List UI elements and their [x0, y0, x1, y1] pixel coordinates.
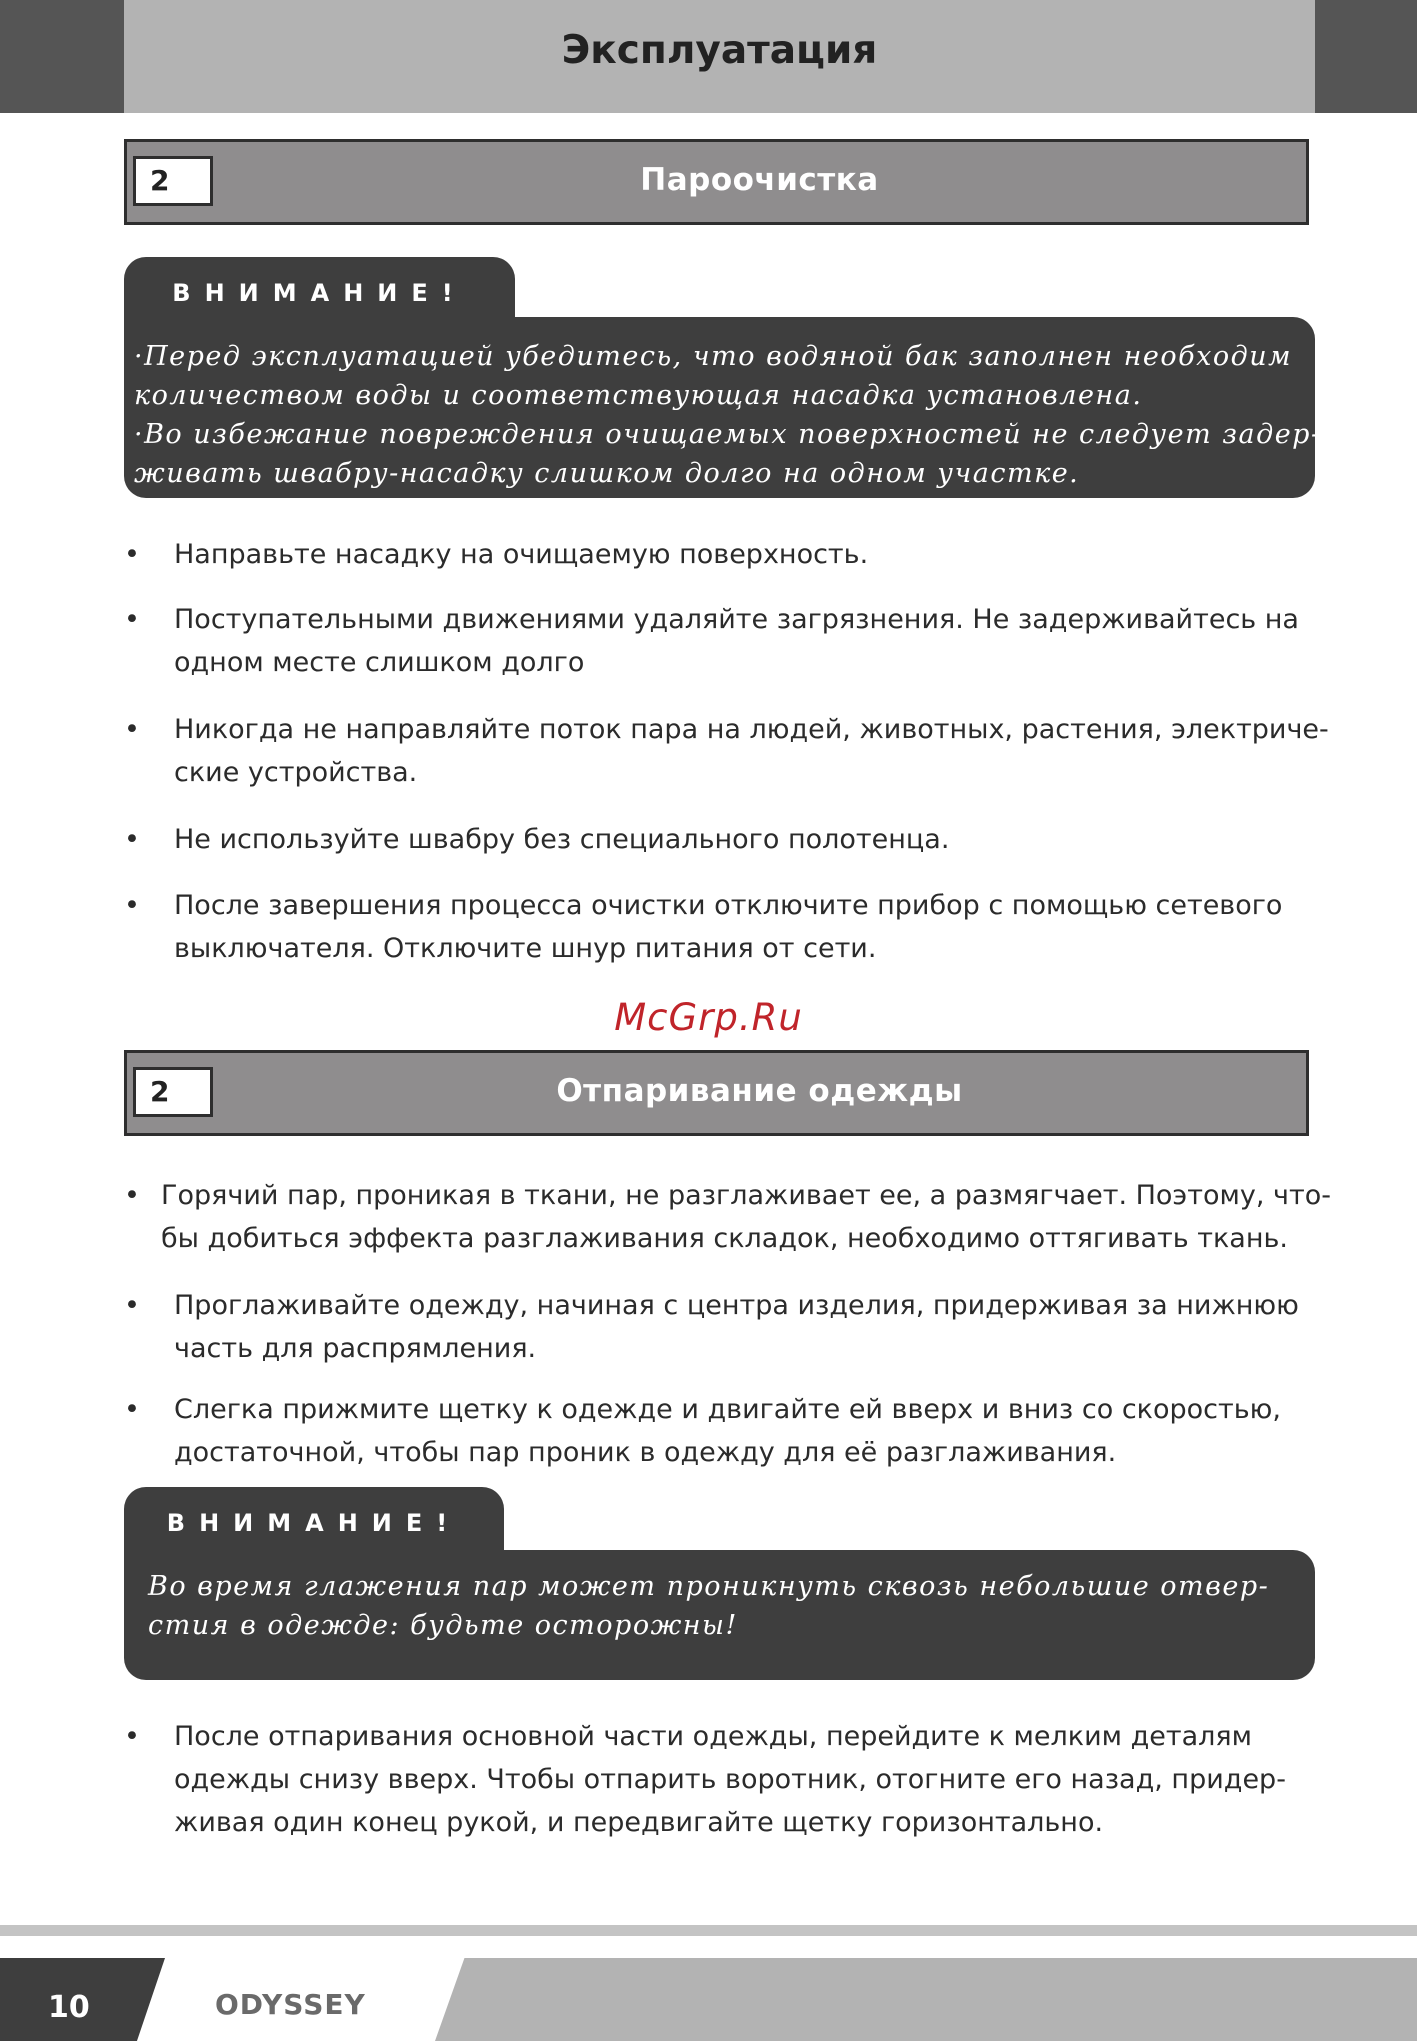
bullet-icon: • — [124, 539, 140, 570]
bullet-icon: • — [124, 604, 140, 635]
warning-text: Во время глажения пар может проникнуть сквозь небольшие отвер- стия в одежде: будьте осторожны! — [148, 1571, 1270, 1641]
brand-name: ODYSSEY — [215, 1988, 366, 2021]
warning-label: ВНИМАНИЕ! — [172, 279, 467, 307]
section-title: Пароочистка — [640, 162, 879, 198]
bullet-icon: • — [124, 1290, 140, 1321]
bullet-icon: • — [124, 1721, 140, 1752]
header-right-block — [1315, 0, 1417, 113]
watermark: McGrp.Ru — [614, 996, 803, 1039]
bullet-icon: • — [124, 1394, 140, 1425]
section-header-steam-cleaning — [124, 139, 1309, 225]
section-number: 2 — [133, 1067, 213, 1117]
section-title: Отпаривание одежды — [556, 1073, 963, 1109]
warning-tab — [124, 1487, 504, 1553]
header-left-block — [0, 0, 124, 113]
page-title: Эксплуатация — [561, 28, 878, 73]
warning-text: ·Перед эксплуатацией убедитесь, что водяной бак заполнен необходим количеством воды и соответствующая насадка установлена. ·Во избежание повреждения очищаемых поверхностей не следует задер- живать швабру-насадку слишком долго на одном участке. — [134, 341, 1322, 489]
bullet-icon: • — [124, 890, 140, 921]
warning-box — [124, 1550, 1315, 1680]
warning-box — [124, 317, 1322, 498]
footer-rule — [0, 1925, 1417, 1936]
warning-tab — [124, 257, 515, 317]
page-number: 10 — [48, 1990, 90, 2025]
footer-band — [435, 1958, 1417, 2041]
bullet-icon: • — [124, 714, 140, 745]
bullet-icon: • — [124, 1180, 140, 1211]
bullet-icon: • — [124, 824, 140, 855]
section-header-garment-steaming — [124, 1050, 1309, 1136]
warning-label: ВНИМАНИЕ! — [166, 1509, 462, 1537]
section-number: 2 — [133, 156, 213, 206]
